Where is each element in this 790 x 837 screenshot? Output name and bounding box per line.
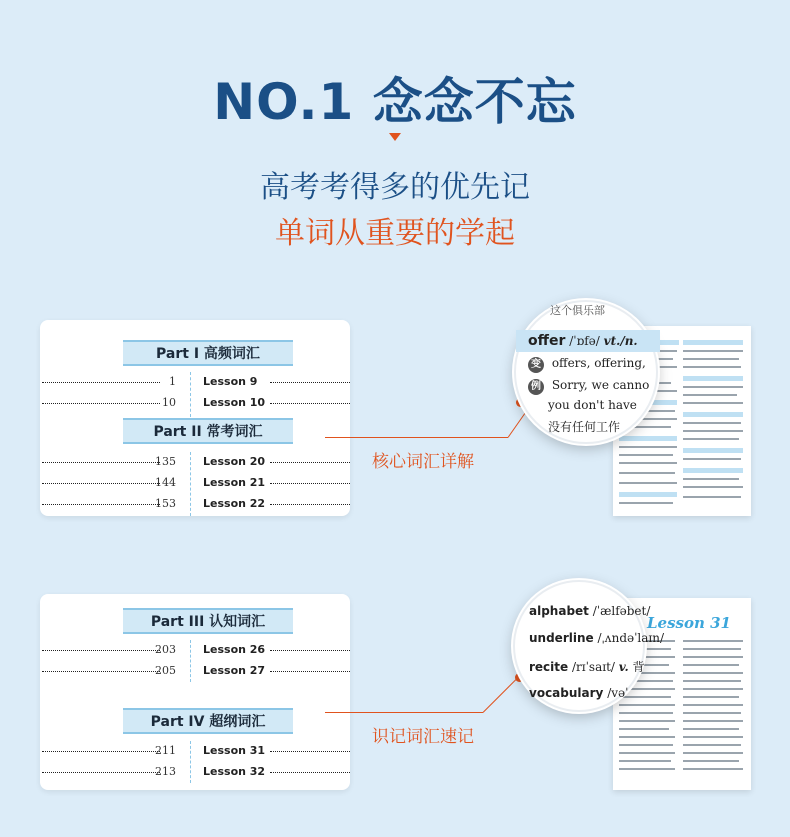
leader-dots (42, 382, 160, 383)
toc-page: 211 (155, 744, 176, 757)
toc-row[interactable] (40, 473, 350, 493)
connector-line (325, 712, 483, 713)
hero-title: NO.1 念念不忘 (213, 73, 577, 131)
leader-dots (270, 772, 350, 773)
entry-word: underline (529, 631, 594, 645)
leader-dots (270, 403, 350, 404)
leader-dots (270, 382, 350, 383)
mag-text-top: 这个俱乐部 (550, 304, 605, 317)
entry-word: recite (529, 660, 569, 674)
toc-lesson: Lesson 9 (203, 375, 258, 388)
toc-row[interactable] (40, 452, 350, 472)
headword: offer (528, 333, 566, 349)
toc-card-core (40, 320, 350, 516)
down-arrow-icon (389, 133, 401, 141)
toc-lesson: Lesson 26 (203, 643, 266, 656)
magnifier-core (514, 300, 658, 444)
toc-lesson: Lesson 20 (203, 455, 266, 468)
toc-row[interactable] (40, 741, 350, 761)
leader-dots (42, 650, 160, 651)
mag-forms-line (528, 356, 646, 373)
toc-row[interactable] (40, 372, 350, 392)
entry-phonetic: /rɪˈsaɪt/ (572, 660, 615, 674)
mag-entry (529, 604, 650, 618)
toc-lesson: Lesson 21 (203, 476, 266, 489)
toc-page: 1 (169, 375, 176, 388)
leader-dots (42, 504, 160, 505)
leader-dots (270, 751, 350, 752)
hero-subtitle-1: 高考考得多的优先记 (260, 170, 530, 205)
toc-page: 205 (155, 664, 176, 677)
leader-dots (42, 772, 160, 773)
toc-page: 213 (155, 765, 176, 778)
leader-dots (42, 403, 160, 404)
mag-headword-line (516, 330, 660, 352)
entry-phonetic: /ˈælfəbet/ (592, 604, 651, 618)
part-banner: Part I 高频词汇 (123, 340, 293, 366)
toc-row[interactable] (40, 640, 350, 660)
example-zh: 没有任何工作 (548, 420, 621, 434)
toc-card-recognition (40, 594, 350, 790)
toc-page: 153 (155, 497, 176, 510)
pos: vt./n. (603, 334, 638, 348)
part-banner: Part IV 超纲词汇 (123, 708, 293, 734)
part-banner: Part II 常考词汇 (123, 418, 293, 444)
toc-lesson: Lesson 22 (203, 497, 266, 510)
entry-phonetic: /vəˈ (607, 686, 629, 700)
part-banner: Part III 认知词汇 (123, 608, 293, 634)
toc-row[interactable] (40, 393, 350, 413)
toc-page: 135 (155, 455, 176, 468)
entry-word: vocabulary (529, 686, 604, 700)
toc-page: 144 (155, 476, 176, 489)
callout-recognition-vocab: 识记词汇速记 (372, 727, 474, 747)
phonetic: /ˈɒfə/ (569, 334, 600, 348)
example-badge: 例 (528, 379, 544, 395)
callout-core-vocab: 核心词汇详解 (372, 452, 474, 472)
toc-row[interactable] (40, 494, 350, 514)
forms: offers, offering, (551, 356, 646, 370)
toc-row[interactable] (40, 762, 350, 782)
entry-pos: v. (618, 660, 629, 674)
leader-dots (270, 504, 350, 505)
entry-word: alphabet (529, 604, 589, 618)
example-en-2: you don't have (548, 398, 637, 412)
entry-phonetic: /ˌʌndəˈlaɪn/ (597, 631, 665, 645)
example-en-1: Sorry, we canno (551, 378, 650, 392)
leader-dots (42, 483, 160, 484)
mag-entry (529, 686, 628, 700)
mag-entry (529, 631, 664, 645)
mag-example-line (528, 378, 649, 395)
leader-dots (270, 483, 350, 484)
leader-dots (270, 650, 350, 651)
leader-dots (42, 671, 160, 672)
toc-lesson: Lesson 31 (203, 744, 266, 757)
leader-dots (270, 462, 350, 463)
entry-gloss: 背 (632, 660, 645, 674)
hero-subtitle-2: 单词从重要的学起 (275, 216, 515, 251)
mag-entry (529, 658, 645, 675)
toc-lesson: Lesson 27 (203, 664, 266, 677)
toc-row[interactable] (40, 661, 350, 681)
toc-lesson: Lesson 10 (203, 396, 266, 409)
leader-dots (270, 671, 350, 672)
connector-line (325, 437, 508, 438)
lesson-title: Lesson 31 (647, 614, 731, 632)
toc-page: 10 (162, 396, 176, 409)
connector-line (483, 678, 518, 713)
toc-page: 203 (155, 643, 176, 656)
magnifier-recognition (513, 580, 665, 712)
leader-dots (42, 462, 160, 463)
variant-badge: 变 (528, 357, 544, 373)
leader-dots (42, 751, 160, 752)
toc-lesson: Lesson 32 (203, 765, 266, 778)
